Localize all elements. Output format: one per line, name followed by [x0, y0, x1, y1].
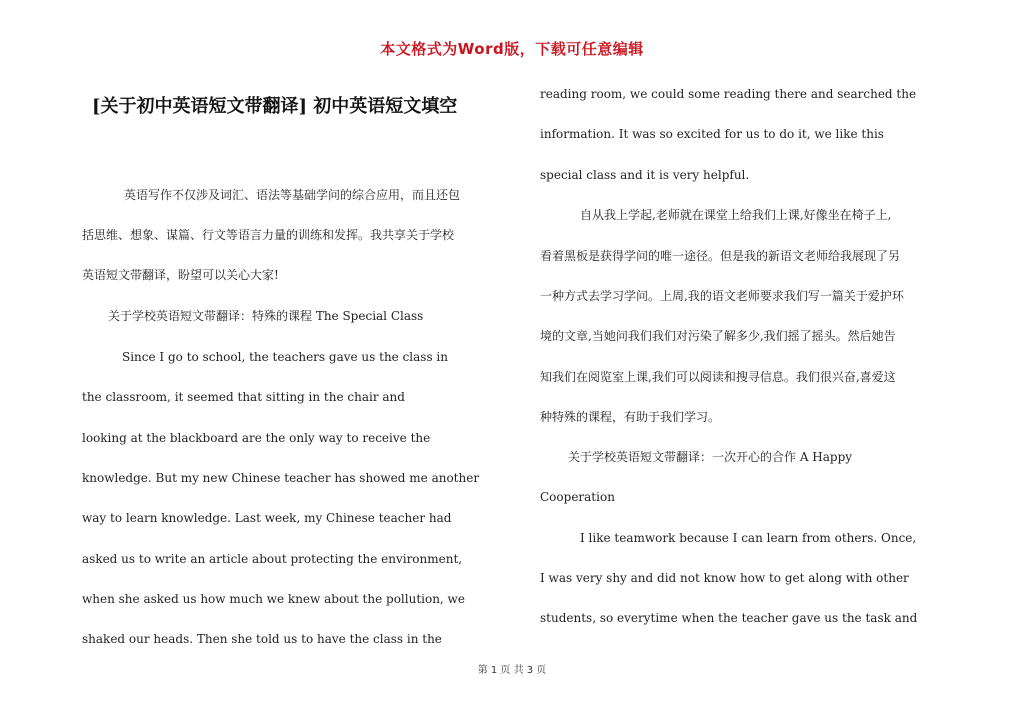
- text-line: knowledge. But my new Chinese teacher has showed me another: [82, 471, 480, 485]
- page-number: 第 1 页 共 3 页: [477, 665, 547, 676]
- section-heading: Cooperation: [540, 490, 615, 504]
- text-line: way to learn knowledge. Last week, my Chinese teacher had: [82, 511, 452, 525]
- text-line: 括思维、想象、谋篇、行文等语言力量的训练和发挥。我共享关于学校: [82, 228, 455, 242]
- text-line: I like teamwork because I can learn from others. Once,: [580, 531, 917, 545]
- text-line: information. It was so excited for us to do it, we like this: [540, 127, 884, 141]
- format-banner: 本文格式为Word版，下载可任意编辑: [380, 40, 644, 58]
- text-line: 一种方式去学习学问。上周,我的语文老师要求我们写一篇关于爱护环: [540, 289, 904, 303]
- text-line: 境的文章,当她问我们我们对污染了解多少,我们摇了摇头。然后她告: [540, 329, 896, 343]
- document-title: [关于初中英语短文带翻译] 初中英语短文填空: [92, 96, 458, 117]
- text-line: 看着黑板是获得学问的唯一途径。但是我的新语文老师给我展现了另: [540, 249, 901, 263]
- text-line: I was very shy and did not know how to get along with other: [540, 571, 909, 585]
- text-line: shaked our heads. Then she told us to have the class in the: [82, 632, 442, 646]
- text-line: the classroom, it seemed that sitting in the chair and: [82, 390, 405, 404]
- section-heading: 关于学校英语短文带翻译：一次开心的合作 A Happy: [568, 450, 853, 464]
- text-line: 自从我上学起,老师就在课堂上给我们上课,好像坐在椅子上,: [580, 208, 892, 222]
- text-line: students, so everytime when the teacher gave us the task and: [540, 611, 918, 625]
- text-line: 知我们在阅览室上课,我们可以阅读和搜寻信息。我们很兴奋,喜爱这: [540, 370, 896, 384]
- text-line: 英语短文带翻译，盼望可以关心大家!: [82, 268, 279, 282]
- section-heading: 关于学校英语短文带翻译：特殊的课程 The Special Class: [108, 309, 424, 323]
- text-line: asked us to write an article about protecting the environment,: [82, 552, 463, 566]
- text-line: reading room, we could some reading there and searched the: [540, 87, 917, 101]
- text-line: 英语写作不仅涉及词汇、语法等基础学问的综合应用，而且还包: [124, 188, 461, 202]
- text-line: special class and it is very helpful.: [540, 168, 750, 182]
- text-line: 种特殊的课程，有助于我们学习。: [540, 410, 721, 424]
- text-line: looking at the blackboard are the only way to receive the: [82, 431, 431, 445]
- text-line: when she asked us how much we knew about the pollution, we: [82, 592, 465, 606]
- text-line: Since I go to school, the teachers gave us the class in: [122, 350, 448, 364]
